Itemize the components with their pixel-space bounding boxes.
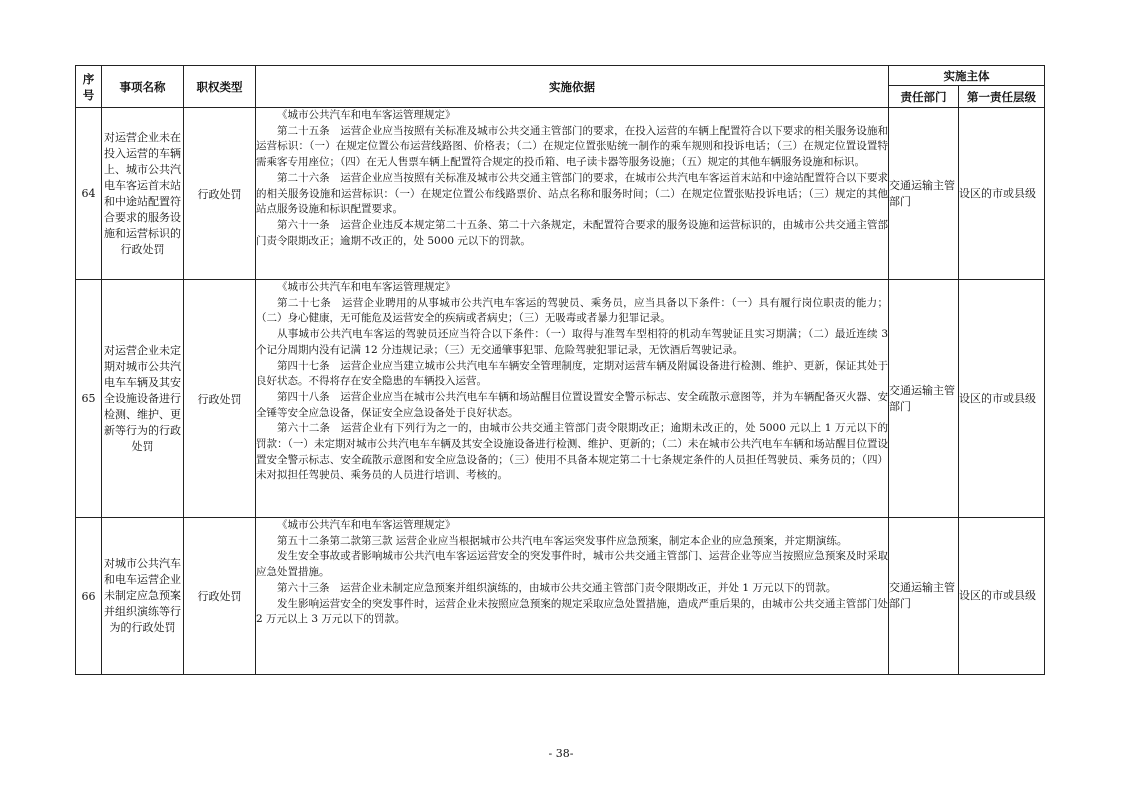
basis-paragraph: 第二十五条 运营企业应当按照有关标准及城市公共交通主管部门的要求，在投入运营的车辆上配置符合以下要求的相关服务设施和运营标识：（一）在规定位置公布运营线路图、价格表；（二）在规定位置张贴统一制作的乘车规则和投诉电话；（三）在规定位置设置特需乘客专用座位；（四）在无人售票车辆上配置符合规定的投币箱、电子读卡器等服务设施；（五）规定的其他车辆服务设施和标识。 <box>256 124 888 169</box>
table-row <box>76 280 1045 518</box>
row-dept: 交通运输主管部门 <box>889 280 959 518</box>
basis-paragraph: 第五十二条第二款第三款 运营企业应当根据城市公共汽电车客运突发事件应急预案，制定本企业的应急预案，并定期演练。 <box>277 534 848 547</box>
row-basis <box>256 280 889 518</box>
enforcement-table <box>75 65 1045 675</box>
row-level: 设区的市或县级 <box>959 518 1045 675</box>
basis-paragraph: 第四十八条 运营企业应当在城市公共汽电车车辆和场站醒目位置设置安全警示标志、安全疏散示意图等，并为车辆配备灭火器、安全锤等安全应急设备，保证安全应急设备处于良好状态。 <box>256 390 888 419</box>
row-dept: 交通运输主管部门 <box>889 108 959 280</box>
row-basis <box>256 108 889 280</box>
row-dept: 交通运输主管部门 <box>889 518 959 675</box>
row-name: 对城市公共汽车和电车运营企业未制定应急预案并组织演练等行为的行政处罚 <box>102 518 184 675</box>
table-row <box>76 518 1045 675</box>
basis-paragraph: 第二十六条 运营企业应当按照有关标准及城市公共交通主管部门的要求，在城市公共汽电车客运首末站和中途站配置符合以下要求的相关服务设施和运营标识：（一）在规定位置公布线路票价、站点名称和服务时间；（二）在规定位置张贴投诉电话；（三）规定的其他站点服务设施和标识配置要求。 <box>256 171 888 216</box>
basis-paragraph: 第四十七条 运营企业应当建立城市公共汽电车车辆安全管理制度，定期对运营车辆及附属设备进行检测、维护、更新，保证其处于良好状态。不得将存在安全隐患的车辆投入运营。 <box>256 359 888 388</box>
header-basis: 实施依据 <box>256 66 889 108</box>
row-seq: 66 <box>76 518 102 675</box>
header-seq: 序 号 <box>76 66 102 108</box>
row-level: 设区的市或县级 <box>959 108 1045 280</box>
basis-paragraph: 第六十一条 运营企业违反本规定第二十五条、第二十六条规定，未配置符合要求的服务设施和运营标识的，由城市公共交通主管部门责令限期改正；逾期不改正的，处 5000 元以下的罚款。 <box>256 218 888 247</box>
basis-paragraph: 《城市公共汽车和电车客运管理规定》 <box>277 109 456 121</box>
row-type: 行政处罚 <box>184 108 256 280</box>
header-level: 第一责任层级 <box>959 86 1045 108</box>
header-subject: 实施主体 <box>889 66 1045 86</box>
header-name: 事项名称 <box>102 66 184 108</box>
row-type: 行政处罚 <box>184 280 256 518</box>
header-dept: 责任部门 <box>889 86 959 108</box>
basis-paragraph: 第六十三条 运营企业未制定应急预案并组织演练的，由城市公共交通主管部门责令限期改正，并处 1 万元以下的罚款。 <box>277 581 837 594</box>
row-name: 对运营企业未定期对城市公共汽电车车辆及其安全设施设备进行检测、维护、更新等行为的行政处罚 <box>102 280 184 518</box>
basis-paragraph: 《城市公共汽车和电车客运管理规定》 <box>277 519 456 531</box>
basis-paragraph: 发生安全事故或者影响城市公共汽电车客运运营安全的突发事件时，城市公共交通主管部门、运营企业等应当按照应急预案及时采取应急处置措施。 <box>256 550 888 579</box>
header-type: 职权类型 <box>184 66 256 108</box>
basis-paragraph: 《城市公共汽车和电车客运管理规定》 <box>277 281 456 293</box>
row-name: 对运营企业未在投入运营的车辆上、城市公共汽电车客运首末站和中途站配置符合要求的服务设施和运营标识的行政处罚 <box>102 108 184 280</box>
basis-paragraph: 从事城市公共汽电车客运的驾驶员还应当符合以下条件：（一）取得与准驾车型相符的机动车驾驶证且实习期满；（二）最近连续 3 个记分周期内没有记满 12 分违规记录；（三）无交通肇事犯罪、危险驾驶犯罪记录，无饮酒后驾驶记录。 <box>256 328 888 356</box>
basis-paragraph: 第六十二条 运营企业有下列行为之一的，由城市公共交通主管部门责令限期改正；逾期未改正的，处 5000 元以上 1 万元以下的罚款：（一）未定期对城市公共汽电车车辆及其安全设施设备进行检测、维护、更新的；（二）未在城市公共汽电车车辆和场站醒目位置设置安全警示标志、安全疏散示意图和安全应急设备的；（三）使用不具备本规定第二十七条规定条件的人员担任驾驶员、乘务员的；（四）未对拟担任驾驶员、乘务员的人员进行培训、考核的。 <box>256 422 888 482</box>
row-basis <box>256 518 889 675</box>
row-level: 设区的市或县级 <box>959 280 1045 518</box>
row-seq: 65 <box>76 280 102 518</box>
row-type: 行政处罚 <box>184 518 256 675</box>
basis-paragraph: 第二十七条 运营企业聘用的从事城市公共汽电车客运的驾驶员、乘务员，应当具备以下条件：（一）具有履行岗位职责的能力；（二）身心健康，无可能危及运营安全的疾病或者病史；（三）无吸毒或者暴力犯罪记录。 <box>256 296 888 325</box>
page-number: - 38- <box>548 747 574 760</box>
basis-paragraph: 发生影响运营安全的突发事件时，运营企业未按照应急预案的规定采取应急处置措施，造成严重后果的，由城市公共交通主管部门处 2 万元以上 3 万元以下的罚款。 <box>256 597 888 626</box>
row-seq: 64 <box>76 108 102 280</box>
table-row <box>76 108 1045 280</box>
